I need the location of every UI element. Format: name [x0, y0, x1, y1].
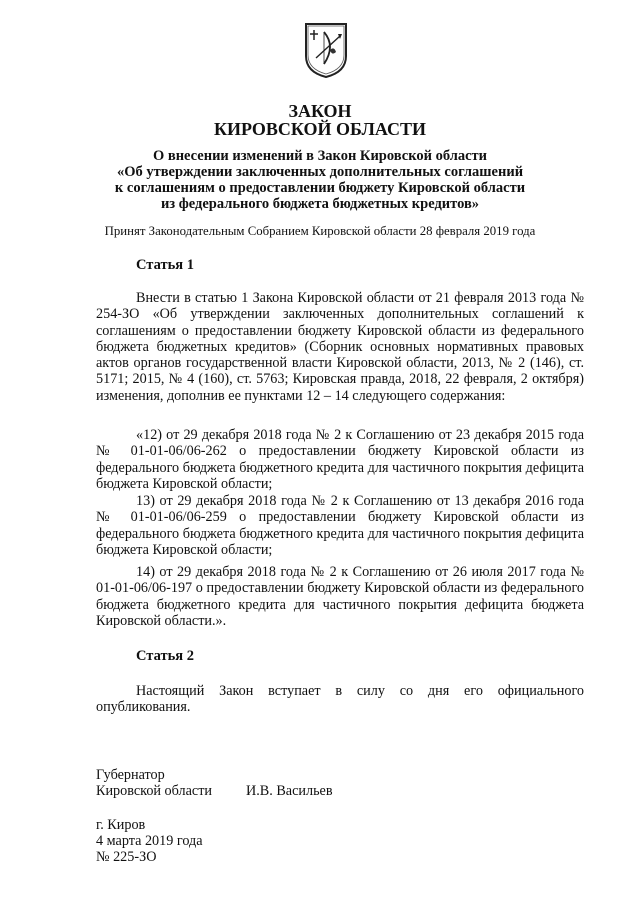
subtitle-line: О внесении изменений в Закон Кировской области: [152, 148, 488, 164]
article-1-item-14: 14) от 29 декабря 2018 года № 2 к Соглашению от 26 июля 2017 года № 01-01-06/06-197 о предоставлении бюджету Кировской области из федерального бюджета бюджетного кредита для частичного покрытия дефицита бюджета Кировской области.».: [96, 564, 584, 629]
issue-date: 4 марта 2019 года: [96, 833, 203, 849]
signer-name: И.В. Васильев: [246, 783, 333, 799]
adoption-note: Принят Законодательным Собранием Кировской области 28 февраля 2019 года: [104, 224, 536, 238]
article-1-heading: Статья 1: [136, 257, 194, 273]
law-number: № 225-ЗО: [96, 849, 157, 865]
signer-region: Кировской области: [96, 783, 212, 799]
document-title-line2: КИРОВСКОЙ ОБЛАСТИ: [213, 119, 427, 139]
document-title-line1: ЗАКОН: [288, 101, 352, 121]
subtitle-line: из федерального бюджета бюджетных кредитов»: [160, 196, 480, 212]
article-1-paragraph: Внести в статью 1 Закона Кировской области от 21 февраля 2013 года № 254-ЗО «Об утверждении заключенных дополнительных соглашений к соглашениям о предоставлении бюджету Кировской области из федерального бюджета бюджетных кредитов» (Сборник основных нормативных правовых актов органов государственной власти Кировской области, 2013, № 2 (146), ст. 5171; 2015, № 4 (160), ст. 5763; Кировская правда, 2018, 22 февраля, 2 октября) изменения, дополнив ее пунктами 12 – 14 следующего содержания:: [96, 290, 584, 404]
subtitle-line: к соглашениям о предоставлении бюджету Кировской области: [114, 180, 526, 196]
subtitle-line: «Об утверждении заключенных дополнительных соглашений: [116, 164, 524, 180]
article-2-paragraph: Настоящий Закон вступает в силу со дня его официального опубликования.: [96, 683, 584, 716]
article-2-heading: Статья 2: [136, 648, 194, 664]
article-1-item-13: 13) от 29 декабря 2018 года № 2 к Соглашению от 13 декабря 2016 года № 01-01-06/06-259 о предоставлении бюджету Кировской области из федерального бюджета бюджетного кредита для частичного покрытия дефицита бюджета Кировской области;: [96, 493, 584, 558]
issue-city: г. Киров: [96, 817, 146, 833]
signer-position: Губернатор: [96, 767, 165, 783]
article-1-item-12: «12) от 29 декабря 2018 года № 2 к Соглашению от 23 декабря 2015 года № 01-01-06/06-262 о предоставлении бюджету Кировской области из федерального бюджета бюджетного кредита для частичного покрытия дефицита бюджета Кировской области;: [96, 427, 584, 492]
kirov-coat-of-arms-icon: [302, 20, 350, 80]
